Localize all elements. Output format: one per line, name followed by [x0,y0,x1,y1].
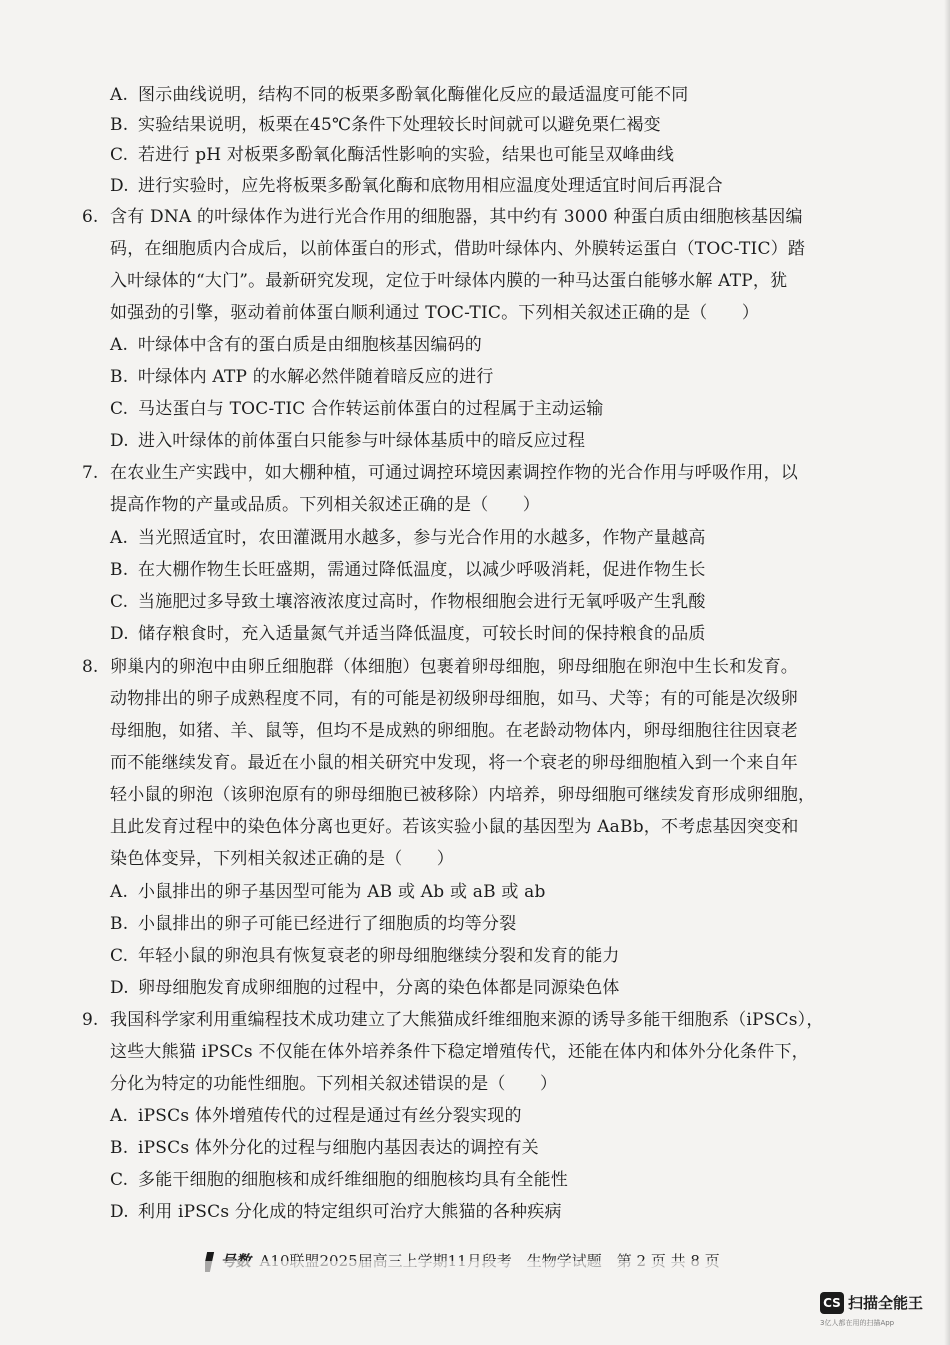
question-number: 9. [82,1010,99,1030]
option-item: B. 小鼠排出的卵子可能已经进行了细胞质的均等分裂 [110,914,517,934]
scan-cutoff [205,1261,765,1272]
question-number: 7. [82,463,99,483]
question-stem-line: 卵巢内的卵泡中由卵丘细胞群（体细胞）包裹着卵母细胞，卵母细胞在卵泡中生长和发育。 [110,657,798,677]
question-stem-line: 染色体变异，下列相关叙述正确的是（ ） [110,849,454,869]
option-item: D. 储存粮食时，充入适量氮气并适当降低温度，可较长时间的保持粮食的品质 [110,624,706,644]
option-item: D. 进行实验时，应先将板栗多酚氧化酶和底物用相应温度处理适宜时间后再混合 [110,176,723,196]
question-stem-line: 在农业生产实践中，如大棚种植，可通过调控环境因素调控作物的光合作用与呼吸作用，以 [110,463,798,483]
question-stem-line: 动物排出的卵子成熟程度不同，有的可能是初级卵母细胞，如马、犬等；有的可能是次级卵 [110,689,798,709]
question-number: 8. [82,657,99,677]
scanner-app-name: 扫描全能王 [848,1294,924,1312]
option-item: D. 利用 iPSCs 分化成的特定组织可治疗大熊猫的各种疾病 [110,1202,562,1222]
question-stem-line: 码，在细胞质内合成后，以前体蛋白的形式，借助叶绿体内、外膜转运蛋白（TOC-TIC）踏 [110,239,806,259]
option-item: C. 马达蛋白与 TOC-TIC 合作转运前体蛋白的过程属于主动运输 [110,399,604,419]
question-stem-line: 母细胞，如猪、羊、鼠等，但均不是成熟的卵细胞。在老龄动物体内，卵母细胞往往因衰老 [110,721,798,741]
option-item: B. 叶绿体内 ATP 的水解必然伴随着暗反应的进行 [110,367,494,387]
page-edge-shadow [944,0,950,1345]
question-stem-line: 且此发育过程中的染色体分离也更好。若该实验小鼠的基因型为 AaBb，不考虑基因突变和 [110,817,799,837]
question-stem-line: 我国科学家利用重编程技术成功建立了大熊猫成纤维细胞来源的诱导多能干细胞系（iPSCs）， [110,1010,824,1030]
question-stem-line: 而不能继续发育。最近在小鼠的相关研究中发现，将一个衰老的卵母细胞植入到一个来自年 [110,753,798,773]
option-item: A. 当光照适宜时，农田灌溉用水越多，参与光合作用的水越多，作物产量越高 [110,528,706,548]
page-footer [205,1250,765,1272]
option-item: B. iPSCs 体外分化的过程与细胞内基因表达的调控有关 [110,1138,539,1158]
option-item: B. 在大棚作物生长旺盛期，需通过降低温度，以减少呼吸消耗，促进作物生长 [110,560,706,580]
option-item: C. 若进行 pH 对板栗多酚氧化酶活性影响的实验，结果也可能呈双峰曲线 [110,145,675,165]
scanner-watermark [820,1290,930,1330]
option-item: A. 小鼠排出的卵子基因型可能为 AB 或 Ab 或 aB 或 ab [110,882,546,902]
question-stem-line: 入叶绿体的“大门”。最新研究发现，定位于叶绿体内膜的一种马达蛋白能够水解 ATP，犹 [110,271,788,291]
camscanner-logo-icon: CS [820,1292,844,1314]
question-stem-line: 这些大熊猫 iPSCs 不仅能在体外培养条件下稳定增殖传代，还能在体内和体外分化条件下， [110,1042,809,1062]
option-item: C. 年轻小鼠的卵泡具有恢复衰老的卵母细胞继续分裂和发育的能力 [110,946,620,966]
option-item: D. 进入叶绿体的前体蛋白只能参与叶绿体基质中的暗反应过程 [110,431,586,451]
question-stem-line: 轻小鼠的卵泡（该卵泡原有的卵母细胞已被移除）内培养，卵母细胞可继续发育形成卵细胞， [110,785,816,805]
question-stem-line: 如强劲的引擎，驱动着前体蛋白顺利通过 TOC-TIC。下列相关叙述正确的是（ ） [110,303,760,323]
question-stem-line: 提高作物的产量或品质。下列相关叙述正确的是（ ） [110,495,540,515]
scanner-tagline: 3亿人都在用的扫描App [820,1319,895,1327]
question-stem-line: 分化为特定的功能性细胞。下列相关叙述错误的是（ ） [110,1074,558,1094]
option-item: C. 多能干细胞的细胞核和成纤维细胞的细胞核均具有全能性 [110,1170,568,1190]
option-item: A. 图示曲线说明，结构不同的板栗多酚氧化酶催化反应的最适温度可能不同 [110,85,689,105]
option-item: B. 实验结果说明，板栗在45℃条件下处理较长时间就可以避免栗仁褐变 [110,115,661,135]
option-item: A. 叶绿体中含有的蛋白质是由细胞核基因编码的 [110,335,482,355]
option-item: A. iPSCs 体外增殖传代的过程是通过有丝分裂实现的 [110,1106,522,1126]
question-number: 6. [82,207,99,227]
option-item: C. 当施肥过多导致土壤溶液浓度过高时，作物根细胞会进行无氧呼吸产生乳酸 [110,592,706,612]
question-stem-line: 含有 DNA 的叶绿体作为进行光合作用的细胞器，其中约有 3000 种蛋白质由细胞核基因编 [110,207,803,227]
option-item: D. 卵母细胞发育成卵细胞的过程中，分离的染色体都是同源染色体 [110,978,620,998]
